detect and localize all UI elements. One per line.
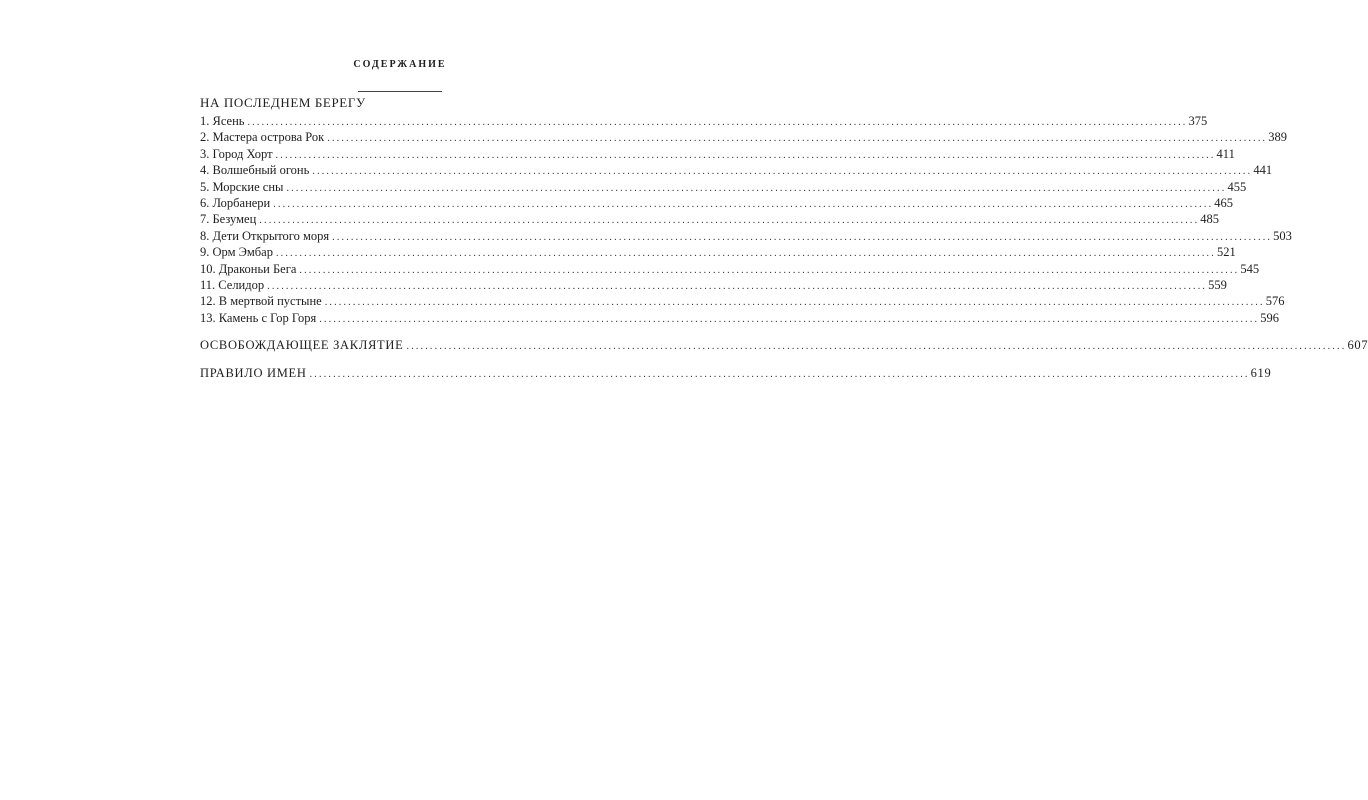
entry-label: 9. Орм Эмбар	[200, 245, 273, 260]
dot-leader: ........................................................................................................................................................................................................	[332, 231, 1273, 243]
entry-label: 11. Селидор	[200, 277, 265, 292]
chapter-entry	[200, 129, 1287, 145]
dot-leader: ........................................................................................................................................................................................................	[259, 215, 1200, 227]
contents-heading-text: СОДЕРЖАНИЕ	[353, 59, 447, 70]
page-number: 576	[1265, 294, 1285, 309]
chapter-list	[200, 113, 1292, 326]
page-number: 455	[1227, 179, 1247, 194]
dot-leader: ........................................................................................................................................................................................................	[267, 280, 1208, 292]
chapter-entry	[200, 113, 1208, 129]
chapter-entry	[200, 261, 1260, 277]
dot-leader: ........................................................................................................................................................................................................	[275, 149, 1216, 161]
contents-heading	[0, 59, 800, 76]
dot-leader: ........................................................................................................................................................................................................	[327, 133, 1268, 145]
dot-leader: ........................................................................................................................................................................................................	[273, 198, 1214, 210]
dot-leader: ........................................................................................................................................................................................................	[275, 248, 1216, 260]
toc-entry	[200, 360, 1272, 386]
chapter-entry	[200, 293, 1285, 309]
dot-leader: ........................................................................................................................................................................................................	[286, 182, 1227, 194]
dot-leader: ........................................................................................................................................................................................................	[406, 341, 1347, 353]
page-number: 521	[1216, 245, 1236, 260]
page-number: 559	[1208, 277, 1227, 292]
entry-label: 7. Безумец	[200, 212, 257, 227]
chapter-entry	[200, 179, 1247, 195]
page-number: 465	[1214, 195, 1234, 210]
entry-label: 2. Мастера острова Рок	[200, 130, 325, 145]
chapter-entry	[200, 195, 1234, 211]
section-title: НА ПОСЛЕДНЕМ БЕРЕГУ	[200, 95, 366, 110]
chapter-entry	[200, 228, 1292, 244]
chapter-entry	[200, 211, 1220, 227]
dot-leader: ........................................................................................................................................................................................................	[324, 297, 1265, 309]
page-number: 619	[1250, 366, 1272, 381]
entry-label: 10. Драконьи Бега	[200, 261, 297, 276]
page-number: 503	[1273, 228, 1292, 243]
chapter-entry	[200, 146, 1235, 162]
chapter-entry	[200, 277, 1227, 293]
page-number: 375	[1188, 114, 1208, 128]
dot-leader: ........................................................................................................................................................................................................	[312, 166, 1253, 178]
toc-entry	[200, 332, 1368, 358]
page-number: 389	[1268, 130, 1287, 145]
dot-leader: ........................................................................................................................................................................................................	[247, 117, 1188, 128]
entry-label: 8. Дети Открытого моря	[200, 228, 330, 243]
entry-label: 1. Ясень	[200, 114, 245, 128]
table-of-contents	[200, 95, 1368, 386]
entry-label: 3. Город Хорт	[200, 146, 273, 161]
extras-list	[200, 332, 1368, 386]
chapter-entry	[200, 162, 1273, 178]
page-number: 411	[1216, 146, 1235, 161]
page-number: 485	[1200, 212, 1220, 227]
dot-leader: ........................................................................................................................................................................................................	[299, 264, 1240, 276]
chapter-entry	[200, 244, 1236, 260]
page-number: 441	[1253, 163, 1273, 178]
entry-label: 13. Камень с Гор Горя	[200, 310, 317, 325]
dot-leader: ........................................................................................................................................................................................................	[309, 369, 1250, 381]
entry-label: 4. Волшебный огонь	[200, 163, 310, 178]
entry-label: ПРАВИЛО ИМЕН	[200, 366, 307, 381]
dot-leader: ........................................................................................................................................................................................................	[319, 313, 1260, 325]
chapter-entry	[200, 310, 1279, 326]
page-number: 607	[1347, 338, 1368, 353]
entry-label: 12. В мертвой пустыне	[200, 294, 322, 309]
entry-label: 5. Морские сны	[200, 179, 284, 194]
page-number: 596	[1260, 310, 1279, 325]
entry-label: ОСВОБОЖДАЮЩЕЕ ЗАКЛЯТИЕ	[200, 338, 404, 353]
entry-label: 6. Лорбанери	[200, 195, 271, 210]
page-number: 545	[1240, 261, 1260, 276]
